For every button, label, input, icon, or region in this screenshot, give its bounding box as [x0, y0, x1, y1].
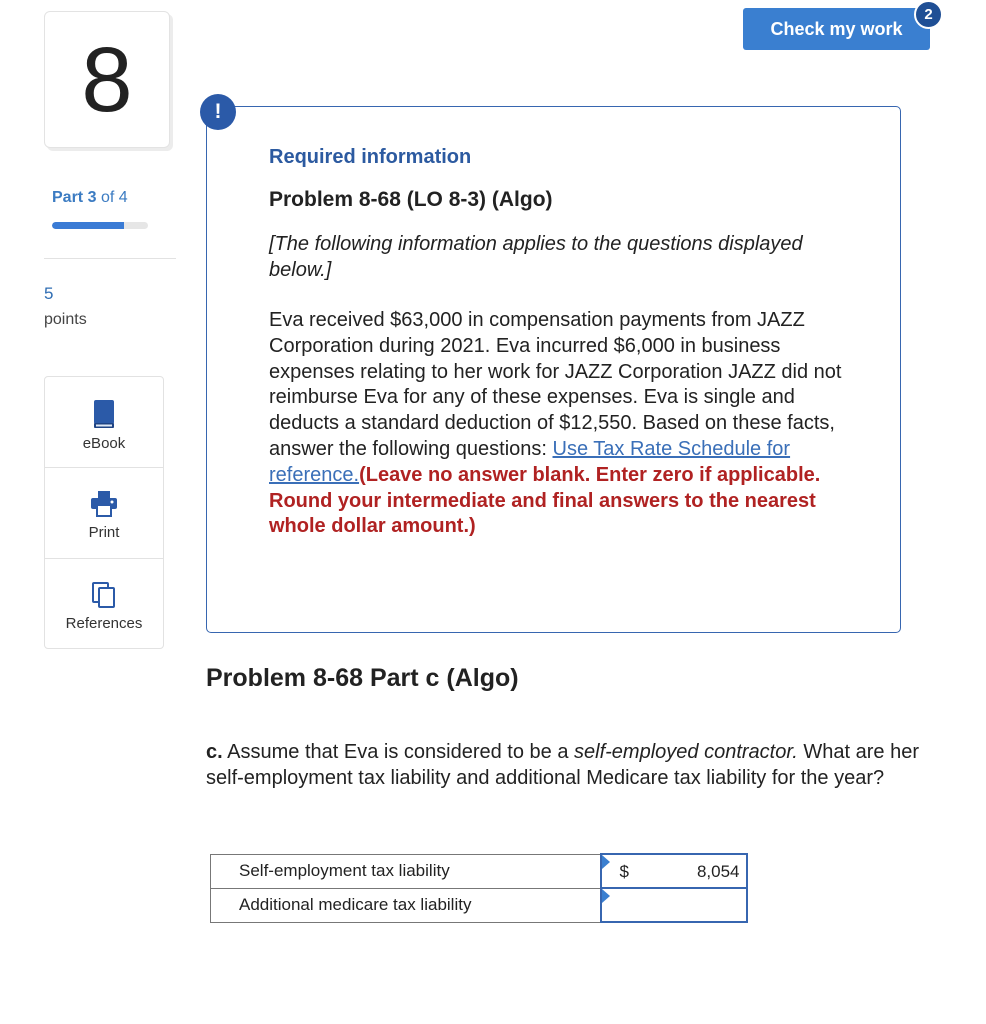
tax-rate-schedule-link[interactable]: Use Tax Rate Schedule for reference.	[269, 437, 791, 486]
question-emphasis: self-employed contractor.	[574, 741, 798, 763]
problem-title: Problem 8-68 (LO 8-3) (Algo)	[269, 188, 553, 211]
references-label: References	[65, 615, 143, 632]
se-tax-label: Self-employment tax liability	[211, 854, 601, 888]
part-prefix: Part	[52, 189, 84, 206]
check-my-work-button[interactable]: Check my work	[743, 8, 930, 50]
se-tax-value: 8,054	[696, 862, 740, 881]
answer-table	[210, 853, 748, 923]
medicare-tax-label: Additional medicare tax liability	[211, 888, 601, 922]
question-text-before: Assume that Eva is considered to be a	[227, 741, 569, 763]
part-indicator	[52, 189, 128, 207]
ebook-icon	[92, 399, 116, 429]
medicare-tax-input[interactable]	[601, 888, 747, 922]
required-info-title: Required information	[269, 146, 472, 168]
print-button[interactable]	[45, 468, 163, 559]
se-tax-input[interactable]	[601, 854, 747, 888]
question-text	[206, 739, 946, 791]
currency-symbol: $	[619, 862, 629, 881]
print-icon	[90, 490, 118, 518]
left-divider	[44, 258, 176, 259]
cell-flag-icon	[602, 889, 610, 903]
part-progress-bar	[52, 222, 148, 229]
cell-flag-icon	[602, 855, 610, 869]
part-title: Problem 8-68 Part c (Algo)	[206, 664, 519, 692]
table-row	[211, 888, 747, 922]
tools-panel	[44, 376, 164, 649]
question-number: 8	[81, 28, 133, 131]
points-label: points	[44, 311, 87, 328]
print-label: Print	[88, 524, 120, 541]
ebook-label: eBook	[82, 435, 126, 452]
references-icon	[91, 581, 117, 609]
part-current: 3	[87, 189, 97, 206]
answer-instructions: (Leave no answer blank. Enter zero if applicable. Round your intermediate and final answers to the nearest whole dollar amount.)	[269, 463, 821, 538]
table-row	[211, 854, 747, 888]
alert-icon: !	[200, 94, 236, 130]
references-button[interactable]	[45, 559, 163, 650]
ebook-button[interactable]	[45, 377, 163, 468]
part-of-text: of 4	[100, 189, 128, 206]
question-text-after: What are her self-employment tax liability and additional Medicare tax liability for the year?	[206, 741, 919, 789]
question-letter: c.	[206, 741, 223, 763]
problem-body	[269, 308, 869, 540]
points-value: 5	[44, 284, 54, 303]
applies-note: [The following information applies to the questions displayed below.]	[269, 233, 803, 281]
problem-text: Eva received $63,000 in compensation payments from JAZZ Corporation during 2021. Eva incurred $6,000 in business expenses relating to her work for JAZZ Corporation JAZZ did not reimburse Eva for any of these expenses. Eva is single and deducts a standard deduction of $12,550. Based on these facts, answer the following questions:	[269, 309, 842, 460]
question-number-card	[44, 11, 170, 148]
attempts-badge: 2	[914, 0, 943, 29]
part-progress-fill	[52, 222, 124, 229]
